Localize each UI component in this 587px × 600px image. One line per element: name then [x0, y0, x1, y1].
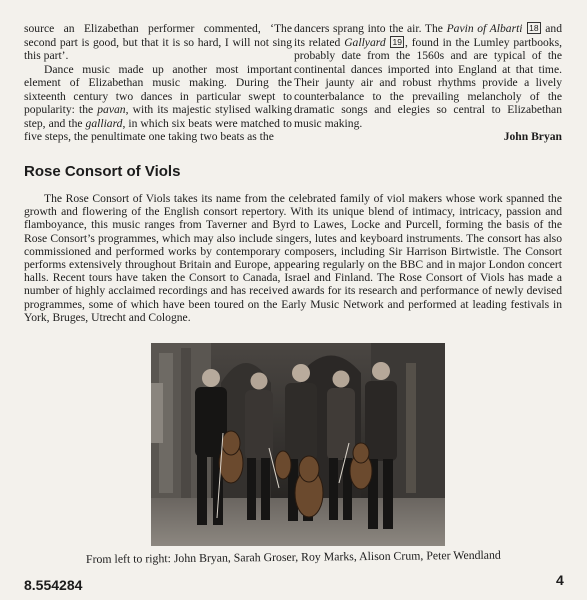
dance-text-start: Dance music made up another most important element of Elizabethan music making. During the sixteenth century two dances in particular swept to popularity: the: [24, 62, 292, 116]
pavin-text-3: , found in the Lumley partbooks, probably date from the 1560s and are typical of the continental dances imported into England at that time. Their jaunty air and robust rhythms provide a lively counterbalance to the prevailing melancholy of the dramatic songs and elegies so central to Elizabethan music making.: [294, 35, 562, 130]
intro-columns: [24, 22, 562, 144]
catalogue-number: 8.554284: [24, 577, 83, 593]
consort-biography: The Rose Consort of Viols takes its name from the celebrated family of viol makers whose work spanned the growth and flowering of the English consort repertory. With its unique blend of intimacy, intricacy, passion and flamboyance, this music ranges from Taverner and Byrd to Lawes, Locke and Purcell, forming the basis of the Rose Consort’s programmes, which may also include singers, lutes and keyboard instruments. The consort has also commissioned and performed works by contemporary composers, including Sir Harrison Birtwistle. The Consort performs extensively throughout Britain and Europe, appearing regularly on the BBC and in major London concert halls. Recent tours have taken the Consort to Canada, Israel and Finland. The Rose Consort of Viols has made a number of highly acclaimed recordings and has received awards for its research and performance of newly devised programmes, some of which have been toured on the Early Music Network and performed at leading festivals in York, Bruges, Utrecht and Cologne.: [24, 192, 562, 324]
track-number-badge: 18: [529, 23, 539, 33]
pavin-text-1: dancers sprang into the air. The: [294, 22, 447, 35]
galliard-term: galliard: [85, 116, 123, 130]
section-heading: Rose Consort of Viols: [24, 163, 181, 180]
dance-text-mid: , with its majestic stylised walking step, and the: [24, 103, 292, 130]
ensemble-photo: [151, 343, 445, 546]
track-number-badge: 19: [392, 36, 402, 47]
author-signature: John Bryan: [503, 130, 562, 143]
pavin-title: Pavin of Albarti: [446, 22, 523, 35]
pavin-text-2: and its related: [294, 22, 562, 49]
photo-caption: From left to right: John Bryan, Sarah Groser, Roy Marks, Alison Crum, Peter Wendland: [85, 547, 501, 566]
paragraph-dance-music: [24, 63, 292, 144]
ensemble-photo-illustration: [151, 343, 445, 546]
dance-text-end: , in which six beats were matched to five steps, the penultimate one taking two beats as the: [24, 116, 292, 143]
gallyard-title: Gallyard: [344, 35, 386, 49]
right-column: [294, 22, 562, 144]
page-number: 4: [556, 572, 564, 588]
left-column: [24, 22, 292, 144]
pavan-term: pavan: [97, 103, 126, 116]
paragraph-performer-quote: source an Elizabethan performer commented, ‘The second part is good, but that it is so hard, I will not sing this part’.: [24, 22, 292, 62]
paragraph-pavin-gallyard: [294, 22, 562, 130]
